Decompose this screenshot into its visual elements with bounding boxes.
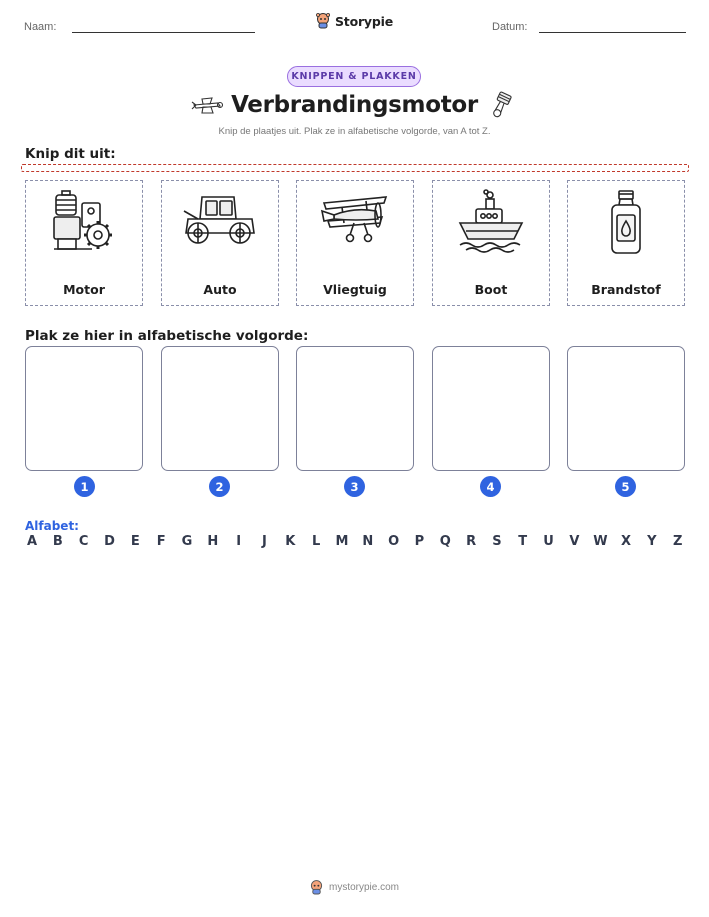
- alphabet-letter: E: [130, 534, 140, 549]
- alphabet-letter: Y: [647, 534, 657, 549]
- alphabet-row: [25, 534, 685, 549]
- cut-section-title: Knip dit uit:: [25, 146, 116, 162]
- alphabet-letter: D: [104, 534, 115, 549]
- alphabet-letter: X: [621, 534, 632, 549]
- paste-slot-2[interactable]: [161, 346, 279, 471]
- page-title: Verbrandingsmotor: [231, 92, 478, 118]
- storypie-mascot-icon: [316, 13, 330, 29]
- date-line[interactable]: [539, 32, 686, 33]
- alphabet-letter: T: [518, 534, 528, 549]
- brand-logo: [0, 13, 709, 29]
- name-line[interactable]: [72, 32, 255, 33]
- alphabet-letter: U: [543, 534, 554, 549]
- airplane-icon: [320, 189, 390, 249]
- paste-slot-3[interactable]: [296, 346, 414, 471]
- cut-card-vliegtuig[interactable]: [296, 180, 414, 306]
- card-label-boot: Boot: [474, 282, 508, 297]
- alphabet-letter: W: [593, 534, 608, 549]
- name-label: Naam:: [24, 21, 57, 33]
- paste-section-title: Plak ze hier in alfabetische volgorde:: [25, 328, 309, 344]
- footer-url[interactable]: mystorypie.com: [328, 882, 399, 893]
- boat-icon: [456, 189, 526, 253]
- slot-number-1: 1: [74, 476, 95, 497]
- alphabet-letter: B: [52, 534, 63, 549]
- alphabet-letter: N: [362, 534, 374, 549]
- paste-slot-5[interactable]: [567, 346, 685, 471]
- alphabet-letter: K: [285, 534, 296, 549]
- slot-number-4: 4: [480, 476, 501, 497]
- alphabet-letter: Q: [439, 534, 451, 549]
- cut-card-brandstof[interactable]: [567, 180, 685, 306]
- alphabet-letter: G: [181, 534, 193, 549]
- alphabet-title: Alfabet:: [25, 519, 79, 533]
- brand-name: Storypie: [335, 13, 393, 29]
- piston-doodle-icon: [486, 90, 516, 120]
- alphabet-letter: F: [156, 534, 166, 549]
- cut-line: [21, 164, 689, 172]
- alphabet-letter: J: [262, 534, 267, 549]
- alphabet-letter: Z: [672, 534, 683, 549]
- card-label-auto: Auto: [203, 282, 237, 297]
- card-label-brandstof: Brandstof: [591, 282, 661, 297]
- alphabet-letter: O: [388, 534, 400, 549]
- slot-number-3: 3: [344, 476, 365, 497]
- alphabet-letter: S: [492, 534, 502, 549]
- cut-card-auto[interactable]: [161, 180, 279, 306]
- slot-number-2: 2: [209, 476, 230, 497]
- activity-badge: KNIPPEN & PLAKKEN: [287, 66, 421, 87]
- alphabet-letter: H: [207, 534, 219, 549]
- car-icon: [182, 189, 258, 249]
- paste-slot-1[interactable]: [25, 346, 143, 471]
- alphabet-letter: P: [414, 534, 425, 549]
- cut-card-boot[interactable]: [432, 180, 550, 306]
- instructions: Knip de plaatjes uit. Plak ze in alfabetische volgorde, van A tot Z.: [218, 126, 491, 137]
- alphabet-letter: A: [26, 534, 38, 549]
- alphabet-letter: L: [311, 534, 321, 549]
- alphabet-letter: I: [236, 534, 242, 549]
- date-label: Datum:: [492, 21, 528, 33]
- engine-icon: [52, 189, 116, 255]
- cut-card-motor[interactable]: [25, 180, 143, 306]
- card-label-motor: Motor: [63, 282, 105, 297]
- alphabet-letter: R: [466, 534, 477, 549]
- slot-number-5: 5: [615, 476, 636, 497]
- alphabet-letter: C: [78, 534, 89, 549]
- alphabet-letter: V: [569, 534, 580, 549]
- card-label-vliegtuig: Vliegtuig: [323, 282, 387, 297]
- paste-slot-4[interactable]: [432, 346, 550, 471]
- alphabet-letter: M: [335, 534, 349, 549]
- footer: [0, 880, 709, 895]
- fuel-bottle-icon: [606, 189, 646, 257]
- storypie-mascot-icon: [310, 880, 323, 895]
